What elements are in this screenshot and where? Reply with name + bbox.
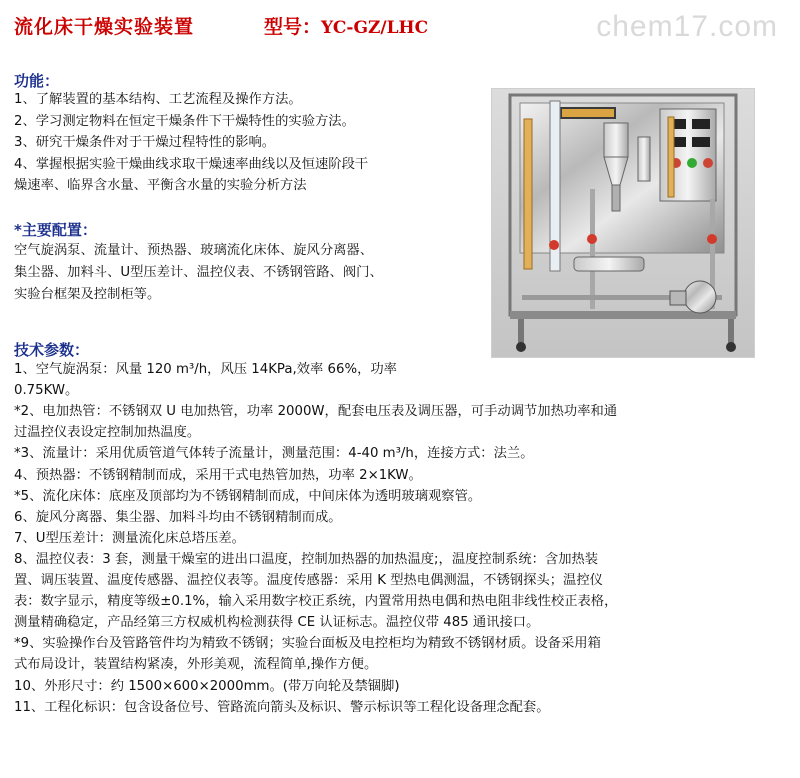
specs-line: *5、流化床体：底座及顶部均为不锈钢精制而成，中间床体为透明玻璃观察管。 bbox=[14, 488, 482, 504]
config-line: 实验台框架及控制柜等。 bbox=[14, 287, 161, 302]
specs-line: 表：数字显示，精度等级±0.1%，输入采用数字校正系统，内置常用热电偶和热电阻非线性校正表格， bbox=[14, 594, 618, 610]
specs-line: 置、调压装置、温度传感器、温控仪表等。温度传感器：采用 K 型热电偶测温，不锈钢探头；温控仪 bbox=[14, 573, 603, 588]
specs-heading: 技术参数： bbox=[14, 341, 90, 359]
config-line: 空气旋涡泵、流量计、预热器、玻璃流化床体、旋风分离器、 bbox=[14, 243, 374, 258]
model-info bbox=[264, 12, 428, 39]
specs-line: *2、电加热管：不锈钢双 U 电加热管，功率 2000W，配套电压表及调压器，可手动调节加热功率和通 bbox=[14, 404, 618, 420]
functions-heading: 功能： bbox=[14, 72, 60, 90]
specs-line: *9、实验操作台及管路管件均为精致不锈钢；实验台面板及电控柜均为精致不锈钢材质。设备采用箱 bbox=[14, 636, 601, 652]
specs-line: *3、流量计：采用优质管道气体转子流量计，测量范围：4-40 m³/h，连接方式：法兰。 bbox=[14, 446, 534, 462]
config-line: 集尘器、加料斗、U型压差计、温控仪表、不锈钢管路、阀门、 bbox=[14, 265, 383, 280]
specs-line: 4、预热器：不锈钢精制而成，采用干式电热管加热，功率 2×1KW。 bbox=[14, 467, 422, 483]
functions-line: 4、掌握根据实验干燥曲线求取干燥速率曲线以及恒速阶段干 bbox=[14, 156, 369, 172]
page-header bbox=[14, 12, 428, 38]
config-heading: *主要配置： bbox=[14, 221, 97, 239]
watermark-logo: chem17.com bbox=[596, 10, 778, 43]
specs-line: 测量精确稳定，产品经第三方权威机构检测获得 CE 认证标志。温控仪带 485 通讯接口。 bbox=[14, 615, 540, 631]
specs-line: 6、旋风分离器、集尘器、加料斗均由不锈钢精制而成。 bbox=[14, 509, 342, 525]
equipment-illustration bbox=[492, 89, 754, 357]
specs-line: 7、U型压差计：测量流化床总塔压差。 bbox=[14, 530, 245, 546]
specs-line: 0.75KW。 bbox=[14, 383, 79, 399]
equipment-photo bbox=[491, 88, 755, 358]
page-title: 流化床干燥实验装置 bbox=[14, 16, 195, 38]
specs-line: 过温控仪表设定控制加热温度。 bbox=[14, 425, 201, 441]
functions-line: 3、研究干燥条件对于干燥过程特性的影响。 bbox=[14, 135, 276, 150]
specs-line: 8、温控仪表：3 套，测量干燥室的进出口温度，控制加热器的加热温度;，温度控制系统：含加热装 bbox=[14, 551, 599, 567]
model-label: 型号： bbox=[264, 16, 322, 38]
functions-line: 燥速率、临界含水量、平衡含水量的实验分析方法 bbox=[14, 178, 307, 193]
specs-line: 式布局设计，装置结构紧凑，外形美观，流程简单,操作方便。 bbox=[14, 657, 378, 673]
specs-line: 11、工程化标识：包含设备位号、管路流向箭头及标识、警示标识等工程化设备理念配套。 bbox=[14, 699, 550, 715]
functions-line: 1、了解装置的基本结构、工艺流程及操作方法。 bbox=[14, 92, 302, 107]
functions-line: 2、学习测定物料在恒定干燥条件下干燥特性的实验方法。 bbox=[14, 113, 355, 129]
specs-line: 1、空气旋涡泵：风量 120 m³/h，风压 14KPa,效率 66%，功率 bbox=[14, 362, 397, 377]
specs-line: 10、外形尺寸：约 1500×600×2000mm。(带万向轮及禁锢脚) bbox=[14, 678, 400, 694]
model-number: YC-GZ/LHC bbox=[321, 18, 429, 38]
